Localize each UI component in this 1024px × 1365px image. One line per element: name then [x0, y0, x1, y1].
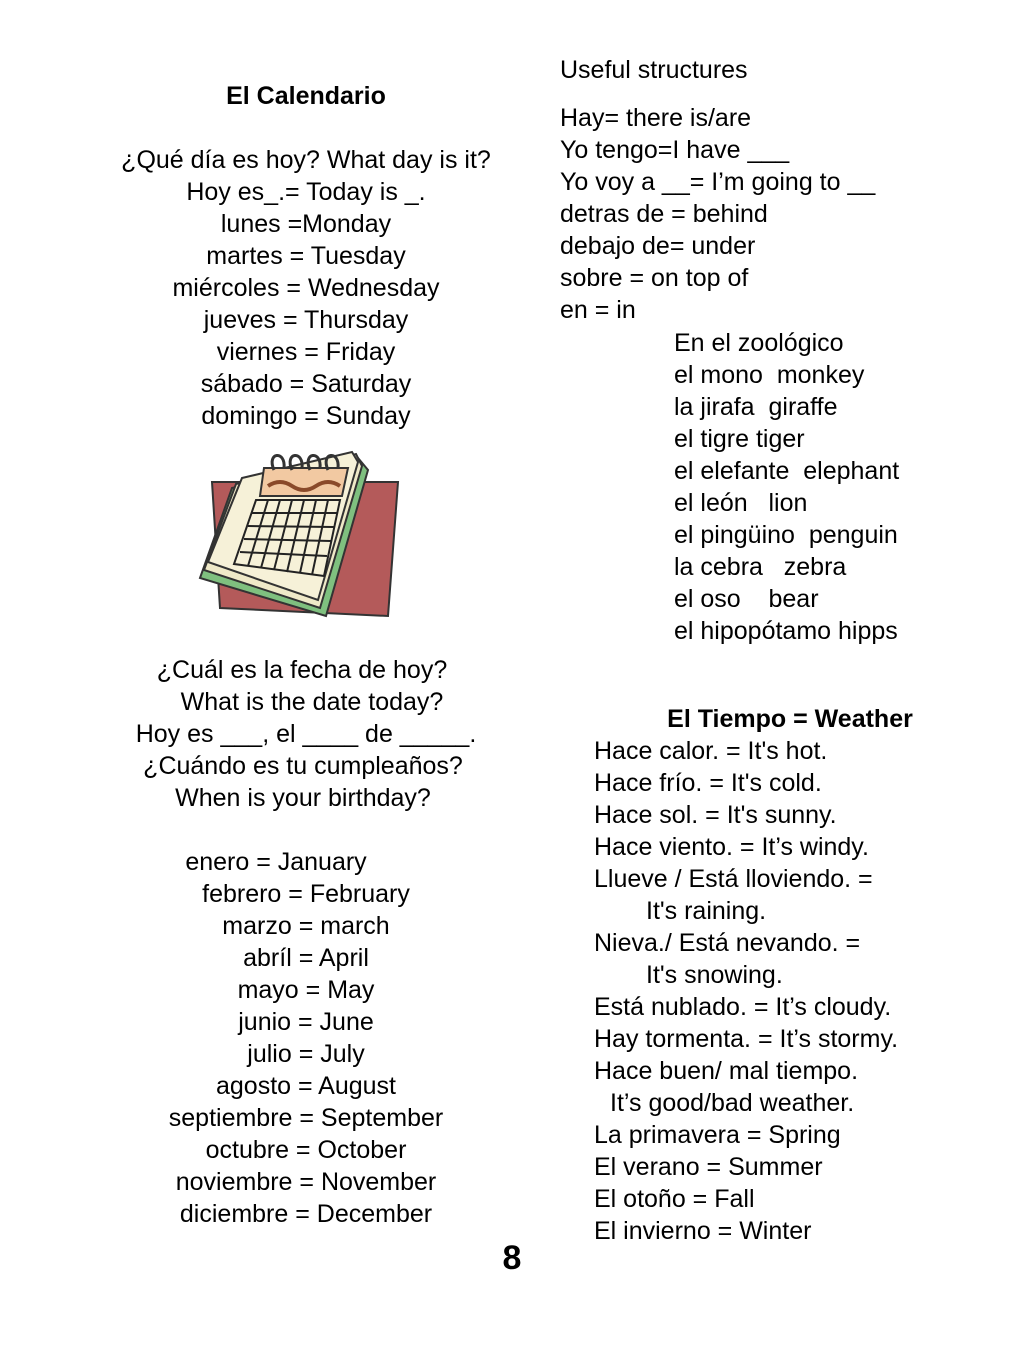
- month-item: agosto = August: [215, 1072, 397, 1100]
- calendar-answer-day: Hoy es_.= Today is _.: [186, 178, 426, 206]
- birthday-question-en: When is your birthday?: [175, 784, 431, 812]
- weather-item: El otoño = Fall: [594, 1185, 755, 1213]
- weather-item: It's raining.: [646, 897, 767, 925]
- calendar-title: El Calendario: [226, 82, 386, 110]
- day-item: lunes =Monday: [220, 210, 392, 238]
- zoo-animal-item: el hipopótamo hipps: [674, 617, 898, 645]
- weather-item: Está nublado. = It’s cloudy.: [594, 993, 892, 1021]
- structure-item: sobre = on top of: [560, 264, 749, 292]
- structure-item: Yo tengo=I have ___: [560, 136, 790, 164]
- date-answer: Hoy es ___, el ____ de _____.: [135, 720, 477, 748]
- weather-item: El verano = Summer: [594, 1153, 823, 1181]
- zoo-animal-item: el tigre tiger: [674, 425, 805, 453]
- zoo-animal-item: el elefante elephant: [674, 457, 900, 485]
- weather-item: La primavera = Spring: [594, 1121, 841, 1149]
- month-item: octubre = October: [205, 1136, 407, 1164]
- day-item: sábado = Saturday: [200, 370, 412, 398]
- month-item: septiembre = September: [168, 1104, 444, 1132]
- zoo-animal-item: el oso bear: [674, 585, 819, 613]
- weather-item: Hace viento. = It’s windy.: [594, 833, 869, 861]
- structure-item: debajo de= under: [560, 232, 756, 260]
- structure-item: detras de = behind: [560, 200, 768, 228]
- month-item: diciembre = December: [179, 1200, 433, 1228]
- day-item: miércoles = Wednesday: [172, 274, 440, 302]
- weather-item: Hay tormenta. = It’s stormy.: [594, 1025, 899, 1053]
- zoo-title: En el zoológico: [674, 329, 844, 357]
- zoo-animal-item: el pingüino penguin: [674, 521, 898, 549]
- weather-item: Llueve / Está lloviendo. =: [594, 865, 873, 893]
- day-item: domingo = Sunday: [201, 402, 411, 430]
- date-question-es: ¿Cuál es la fecha de hoy?: [156, 656, 448, 684]
- day-item: martes = Tuesday: [206, 242, 406, 270]
- weather-item: Hace sol. = It's sunny.: [594, 801, 837, 829]
- weather-item: El invierno = Winter: [594, 1217, 812, 1245]
- calendar-icon: [190, 448, 402, 628]
- page-number: 8: [502, 1239, 522, 1277]
- weather-item: It’s good/bad weather.: [610, 1089, 855, 1117]
- structure-item: Yo voy a __= I’m going to __: [560, 168, 876, 196]
- zoo-animal-item: el león lion: [674, 489, 808, 517]
- weather-item: Hace frío. = It's cold.: [594, 769, 822, 797]
- zoo-animal-item: el mono monkey: [674, 361, 865, 389]
- month-item: abríl = April: [243, 944, 369, 972]
- month-item: febrero = February: [202, 880, 410, 908]
- structures-title: Useful structures: [560, 56, 748, 84]
- date-question-en: What is the date today?: [180, 688, 444, 716]
- day-item: jueves = Thursday: [203, 306, 409, 334]
- month-item: marzo = march: [222, 912, 390, 940]
- month-item: mayo = May: [237, 976, 375, 1004]
- weather-item: It's snowing.: [646, 961, 783, 989]
- weather-item: Hace buen/ mal tiempo.: [594, 1057, 859, 1085]
- weather-title: El Tiempo = Weather: [667, 705, 913, 733]
- month-item: julio = July: [247, 1040, 365, 1068]
- structure-item: en = in: [560, 296, 636, 324]
- month-item: junio = June: [238, 1008, 374, 1036]
- weather-item: Nieva./ Está nevando. =: [594, 929, 861, 957]
- birthday-question-es: ¿Cuándo es tu cumpleaños?: [143, 752, 463, 780]
- month-item: noviembre = November: [175, 1168, 437, 1196]
- calendar-question-day: ¿Qué día es hoy? What day is it?: [121, 146, 491, 174]
- month-item: enero = January: [185, 848, 367, 876]
- structure-item: Hay= there is/are: [560, 104, 752, 132]
- zoo-animal-item: la cebra zebra: [674, 553, 847, 581]
- weather-item: Hace calor. = It's hot.: [594, 737, 828, 765]
- zoo-animal-item: la jirafa giraffe: [674, 393, 838, 421]
- day-item: viernes = Friday: [216, 338, 396, 366]
